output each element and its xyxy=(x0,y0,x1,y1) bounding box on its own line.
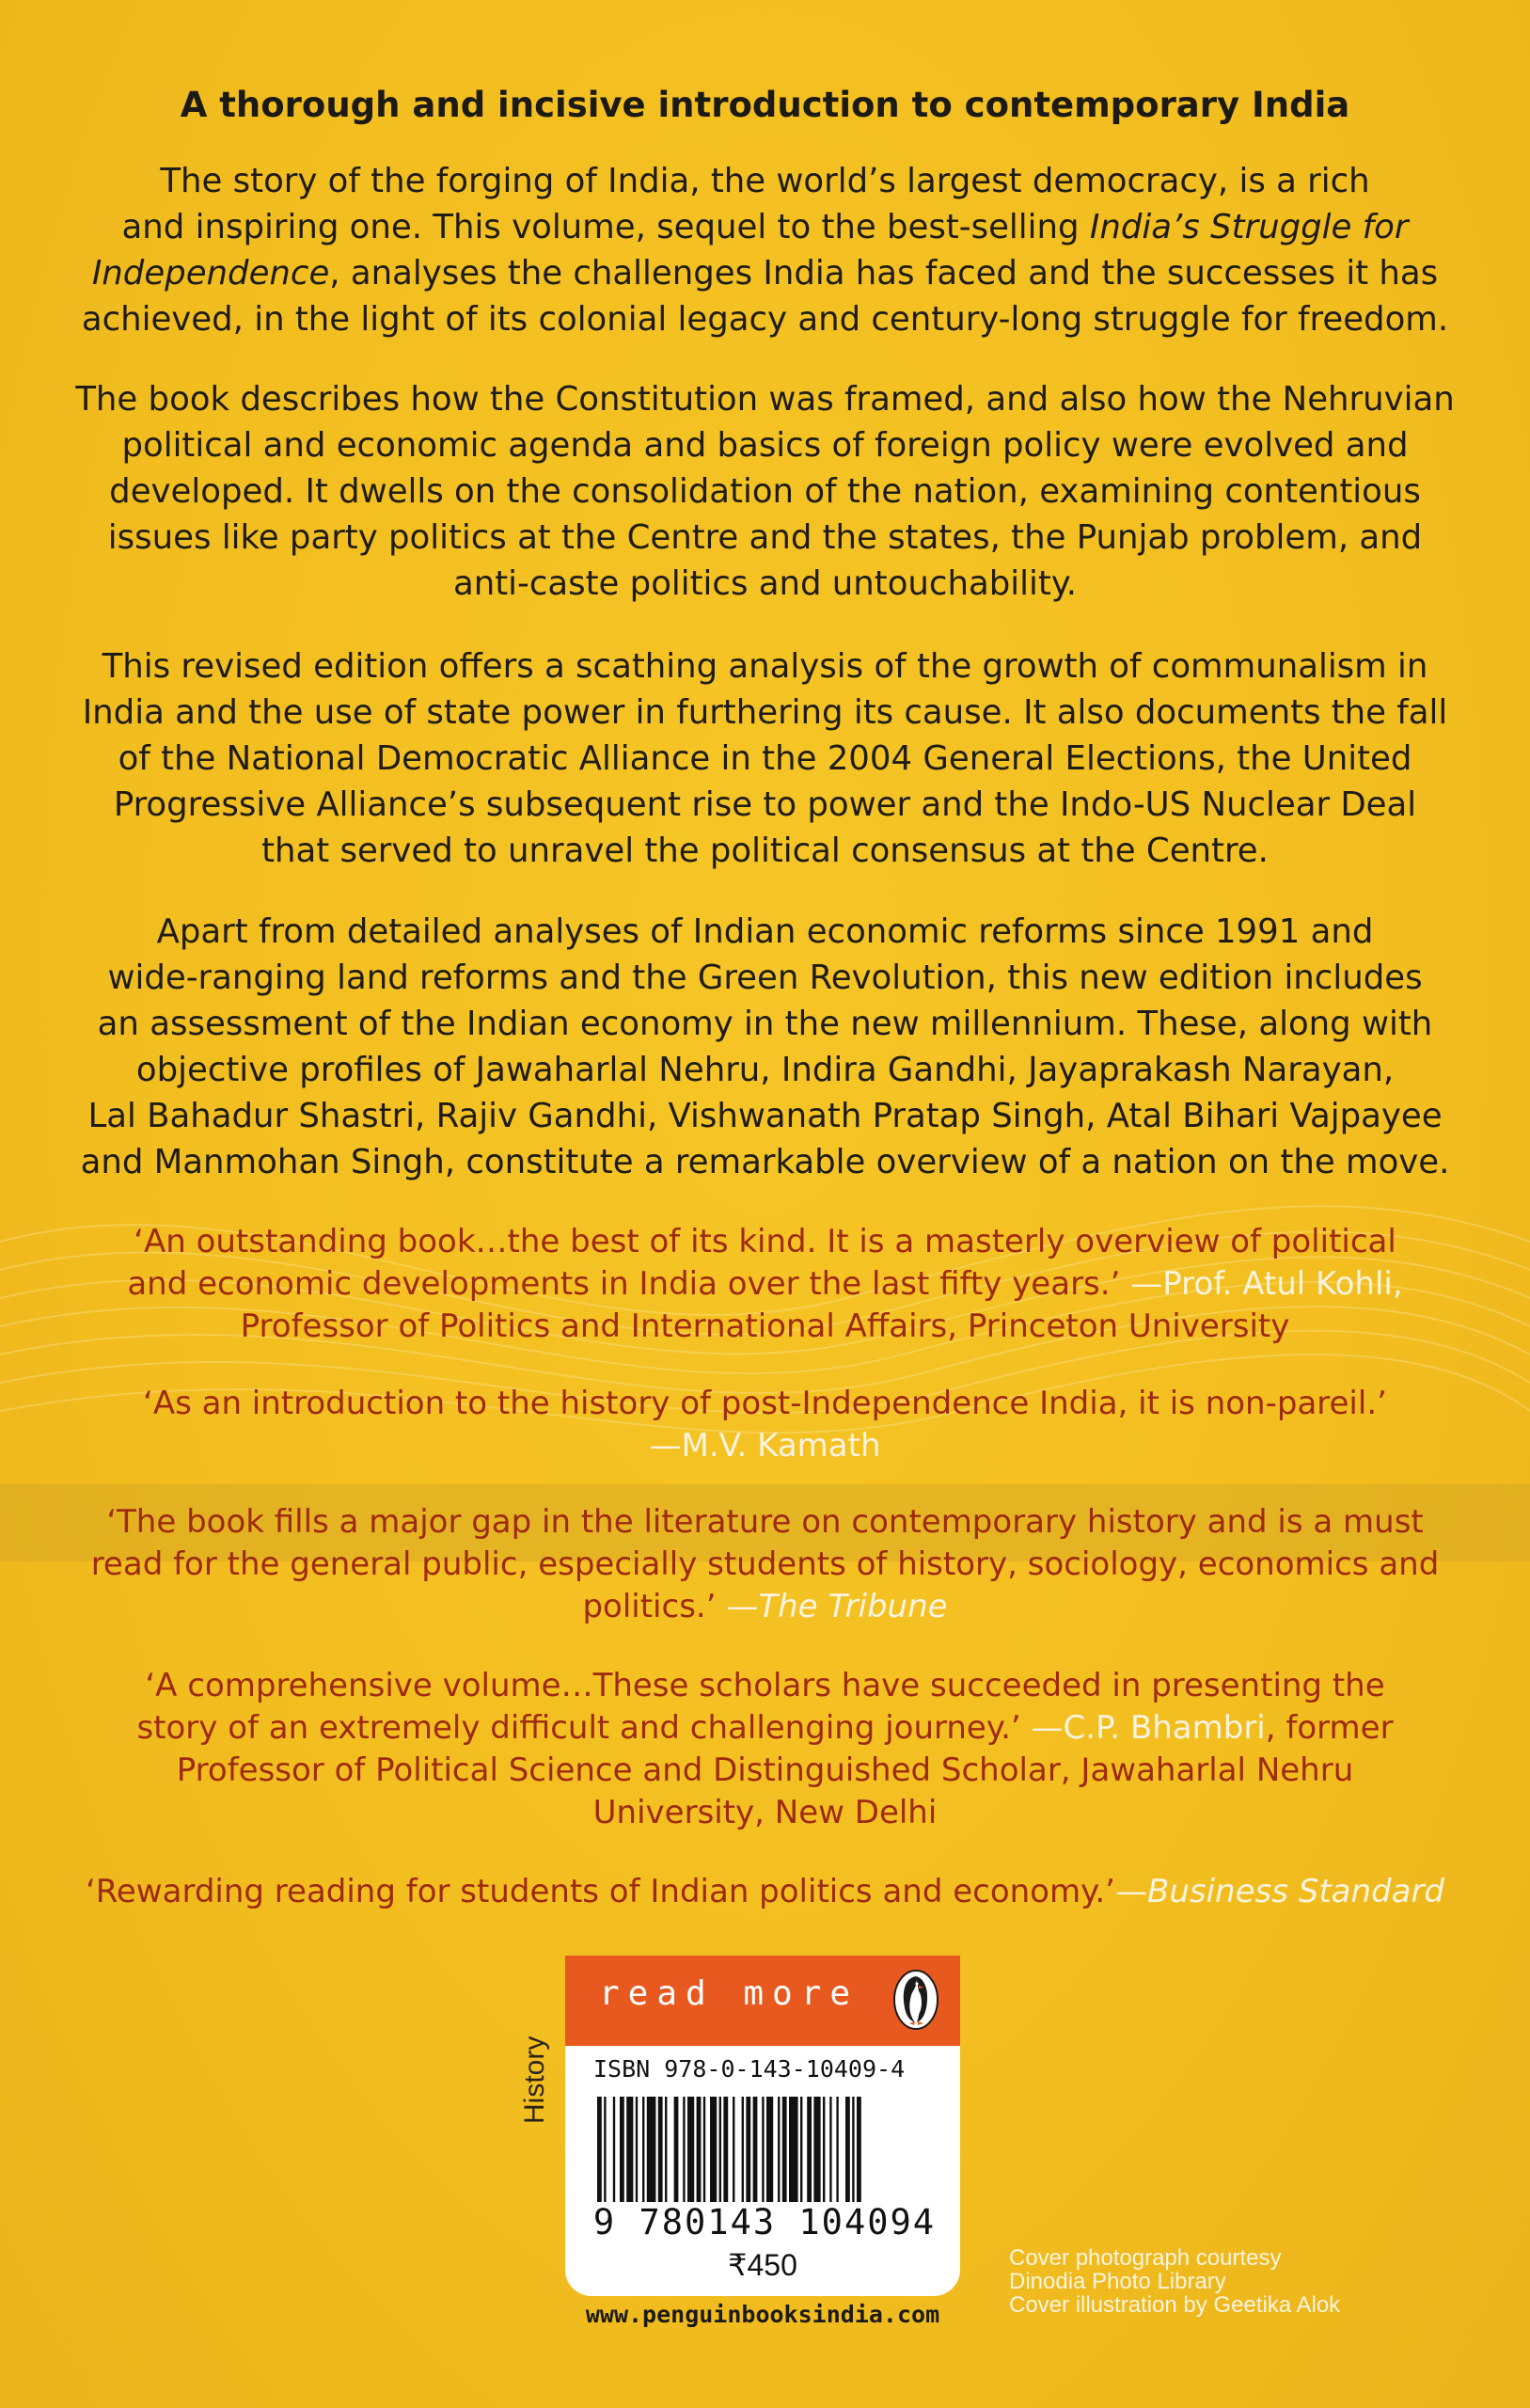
quote-line xyxy=(56,1871,1474,1913)
paragraph-line: Progressive Alliance’s subsequent rise to power and the Indo-US Nuclear Deal xyxy=(113,785,1417,824)
isbn-label: ISBN 978-0-143-10409-4 xyxy=(593,2055,906,2083)
penguin-logo-icon xyxy=(892,1969,939,2031)
credit-line: Cover illustration by Geetika Alok xyxy=(1009,2292,1341,2318)
category-label-wrap xyxy=(519,2036,550,2125)
description-paragraph-3 xyxy=(56,643,1474,874)
quote-text: story of an extremely difficult and challenging journey.’ xyxy=(136,1709,1032,1747)
paragraph-line xyxy=(56,250,1474,296)
quote-line: ‘The book fills a major gap in the literature on contemporary history and is a must xyxy=(106,1503,1424,1541)
paragraph-line: Apart from detailed analyses of Indian economic reforms since 1991 and xyxy=(156,912,1374,951)
paragraph-line: This revised edition offers a scathing analysis of the growth of communalism in xyxy=(102,647,1428,686)
book-title-italic-cont: Independence xyxy=(91,254,330,293)
quote-text: , former xyxy=(1265,1709,1394,1747)
quote-text: ‘Rewarding reading for students of Indian politics and economy.’ xyxy=(85,1873,1115,1910)
paragraph-line: India and the use of state power in furthering its cause. It also documents the fall xyxy=(82,693,1448,732)
quote-dash: — xyxy=(1115,1873,1147,1910)
quote-attribution: Business Standard xyxy=(1147,1873,1445,1910)
review-quote-3 xyxy=(56,1501,1474,1628)
paragraph-line: The book describes how the Constitution was framed, and also how the Nehruvian xyxy=(75,380,1455,419)
paragraph-line: political and economic agenda and basics of foreign policy were evolved and xyxy=(121,426,1409,465)
cover-credits xyxy=(1009,2246,1404,2317)
quote-line: ‘A comprehensive volume…These scholars have succeeded in presenting the xyxy=(145,1667,1385,1704)
quote-line xyxy=(56,1263,1474,1306)
paragraph-line: and Manmohan Singh, constitute a remarkable overview of a nation on the move. xyxy=(80,1143,1450,1181)
quote-line: ‘As an introduction to the history of post-Independence India, it is non-pareil.’ xyxy=(143,1385,1387,1422)
quote-line: Professor of Politics and International Affairs, Princeton University xyxy=(240,1307,1290,1345)
paragraph-line: anti-caste politics and untouchability. xyxy=(453,564,1077,603)
quote-line: read for the general public, especially students of history, sociology, economics and xyxy=(90,1545,1440,1583)
barcode-sticker xyxy=(565,1956,960,2296)
quote-line xyxy=(56,1707,1474,1750)
read-more-bar xyxy=(565,1956,960,2053)
paragraph-line: The story of the forging of India, the world’s largest democracy, is a rich xyxy=(160,162,1370,200)
description-paragraph-4 xyxy=(56,909,1474,1185)
barcode-digits: 9 780143 104094 xyxy=(586,2202,943,2242)
paragraph-line: that served to unravel the political consensus at the Centre. xyxy=(261,832,1269,870)
quote-text: and economic developments in India over the last fifty years.’ xyxy=(127,1265,1131,1303)
paragraph-text: and inspiring one. This volume, sequel to the best-selling xyxy=(121,208,1090,246)
quote-line: University, New Delhi xyxy=(592,1794,938,1831)
review-quote-1 xyxy=(56,1221,1474,1348)
quote-line: Professor of Political Science and Distinguished Scholar, Jawaharlal Nehru xyxy=(176,1751,1354,1789)
paragraph-line: wide-ranging land reforms and the Green Revolution, this new edition includes xyxy=(107,958,1423,997)
publisher-website: www.penguinbooksindia.com xyxy=(585,2301,940,2328)
review-quote-5 xyxy=(56,1871,1474,1913)
paragraph-text: , analyses the challenges India has faced and the successes it has xyxy=(329,254,1439,293)
paragraph-line: achieved, in the light of its colonial legacy and century-long struggle for freedom. xyxy=(81,300,1449,339)
category-label: History xyxy=(519,2036,550,2124)
paragraph-line: objective profiles of Jawaharlal Nehru, Indira Gandhi, Jayaprakash Narayan, xyxy=(135,1051,1395,1089)
paragraph-line: of the National Democratic Alliance in the 2004 General Elections, the United xyxy=(118,739,1412,778)
headline: A thorough and incisive introduction to contemporary India xyxy=(180,85,1350,125)
description-paragraph-1 xyxy=(56,158,1474,342)
paragraph-line: issues like party politics at the Centre and the states, the Punjab problem, and xyxy=(107,518,1423,557)
quote-line: ‘An outstanding book…the best of its kind. It is a masterly overview of political xyxy=(134,1223,1396,1260)
quote-attribution: —Prof. Atul Kohli, xyxy=(1130,1265,1403,1303)
paragraph-line: an assessment of the Indian economy in the new millennium. These, along with xyxy=(97,1005,1433,1043)
credit-line: Cover photograph courtesy xyxy=(1009,2245,1282,2271)
paragraph-line xyxy=(56,204,1474,250)
quote-attribution: —M.V. Kamath xyxy=(649,1427,881,1465)
paragraph-line: Lal Bahadur Shastri, Rajiv Gandhi, Vishwanath Pratap Singh, Atal Bihari Vajpayee xyxy=(87,1097,1443,1135)
quote-attribution: —C.P. Bhambri xyxy=(1031,1709,1266,1747)
quote-line xyxy=(56,1586,1474,1628)
quote-attribution: The Tribune xyxy=(758,1588,948,1625)
read-more-label: read more xyxy=(599,1974,860,2013)
description-paragraph-2 xyxy=(56,376,1474,607)
paragraph-line: developed. It dwells on the consolidation of the nation, examining contentious xyxy=(109,472,1421,511)
book-title-italic: India’s Struggle for xyxy=(1089,208,1409,246)
credit-line: Dinodia Photo Library xyxy=(1009,2269,1226,2294)
quote-text: politics.’ xyxy=(582,1588,727,1625)
price-label: ₹450 xyxy=(728,2248,797,2282)
review-quote-2 xyxy=(56,1383,1474,1467)
quote-dash: — xyxy=(726,1588,759,1625)
review-quote-4 xyxy=(56,1665,1474,1834)
